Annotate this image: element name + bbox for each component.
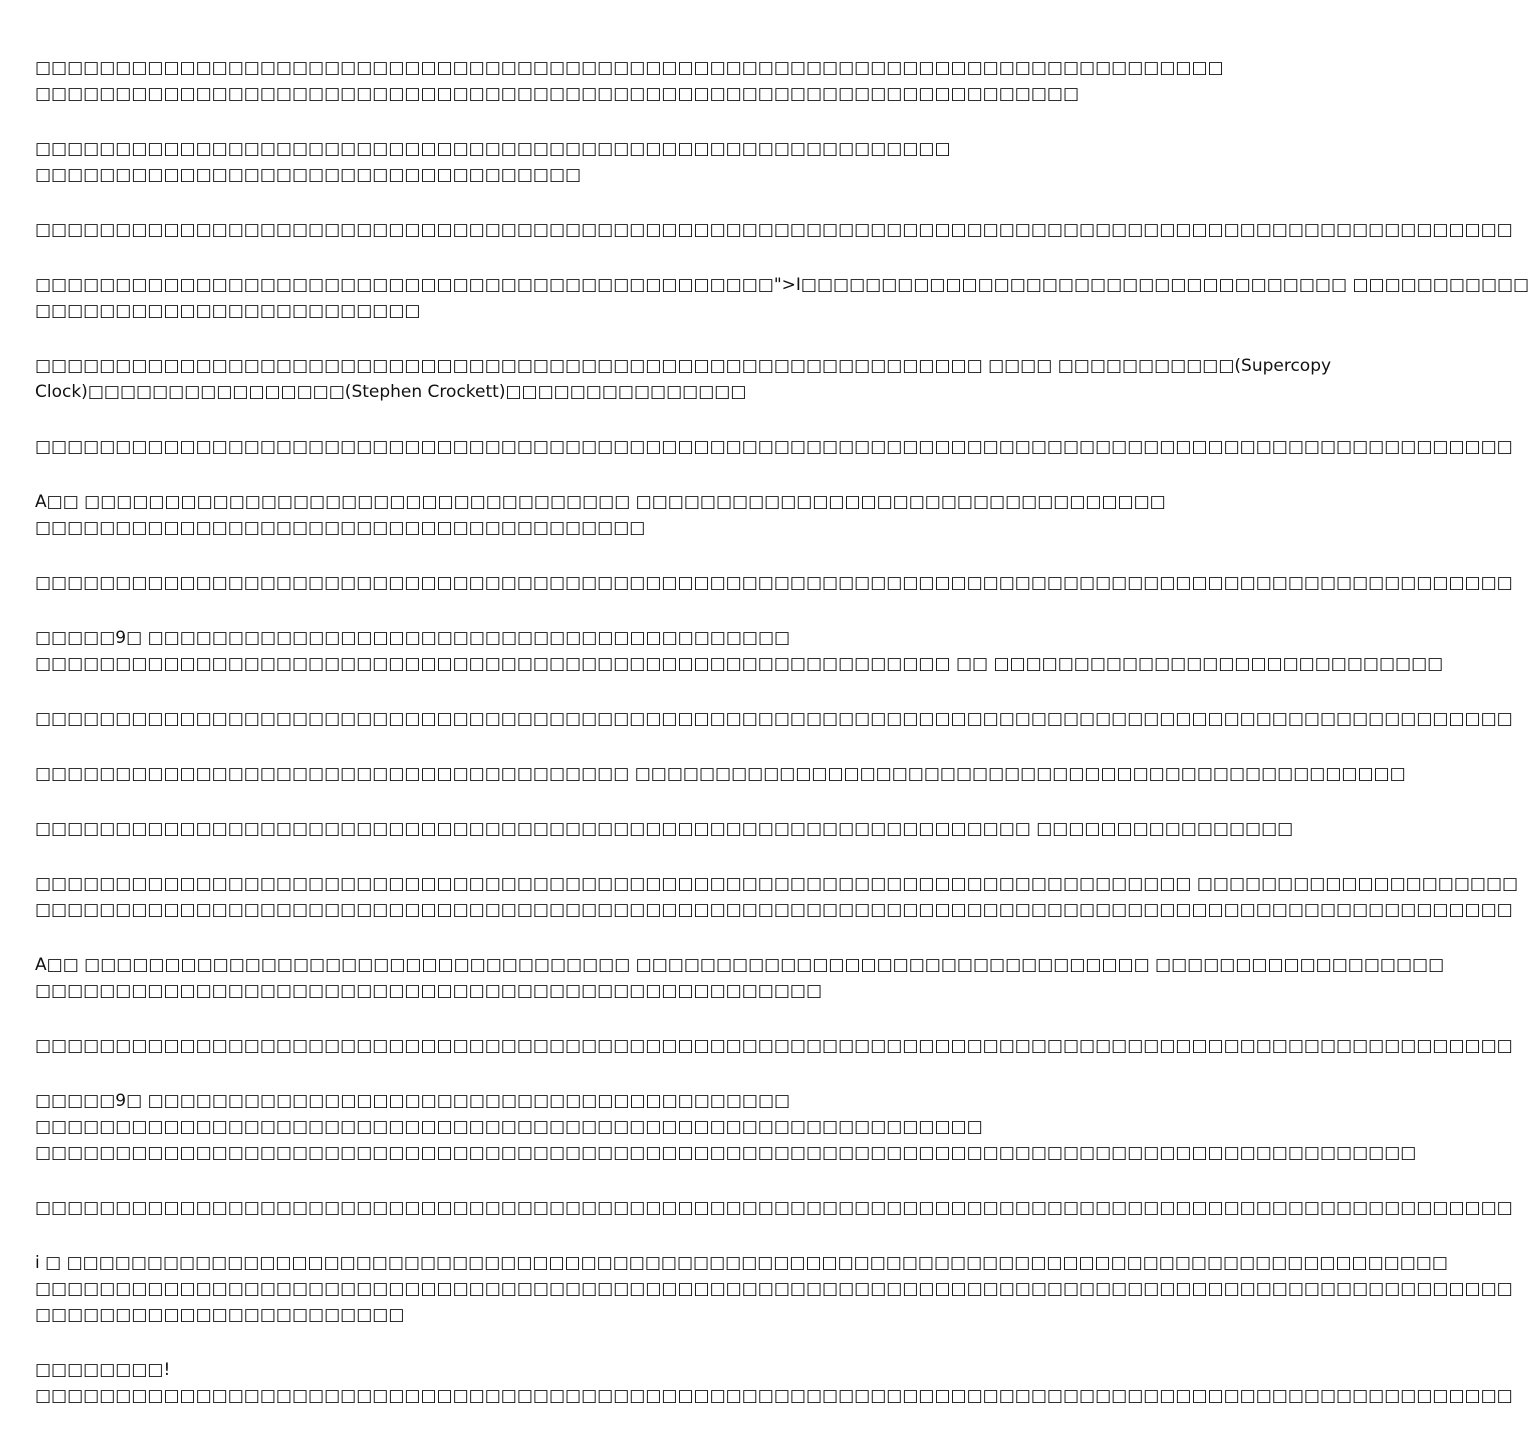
- paragraph: [35, 217, 1513, 243]
- text-line: □□□□□□□□□□□□□□□□□□□□□□□□□□□□□□□□□□□□□□□□□□□□□□□□□□□□□□□□□□□□□□□□□□□□□□□□ □□□□□□□□□□□□□□□□□□□□: [35, 874, 1519, 894]
- text-line: □□□□□□□□□□□□□□□□□□□□□□□□□□□□□□□□□□□□□□□□□□□□□□□□□□□□□□□□□□□□□□□□□□□□□□□□□□□□□□□□□□□□□□□□□□□□: [35, 437, 1513, 457]
- paragraph: [35, 353, 1332, 405]
- paragraph: [35, 1357, 1513, 1409]
- text-line: □□□□□□□□□□□□□□□□□□□□□□□□□□□□□□□□□□□□□□□□□□□□□□□□□: [35, 981, 823, 1001]
- text-line: □□□□□9□ □□□□□□□□□□□□□□□□□□□□□□□□□□□□□□□□□□□□□□□□: [35, 628, 791, 648]
- text-line: A□□ □□□□□□□□□□□□□□□□□□□□□□□□□□□□□□□□□□ □□□□□□□□□□□□□□□□□□□□□□□□□□□□□□□□ □□□□□□□□□□□□□□□□□□: [35, 955, 1445, 975]
- text-line: □□□□□□□□□□□□□□□□□□□□□□□□□□□□□□□□□□: [35, 165, 582, 185]
- paragraph: [35, 706, 1513, 732]
- text-line: A□□ □□□□□□□□□□□□□□□□□□□□□□□□□□□□□□□□□□ □□□□□□□□□□□□□□□□□□□□□□□□□□□□□□□□□: [35, 492, 1166, 512]
- text-line: □□□□□□□□□□□□□□□□□□□□□□□: [35, 1305, 405, 1325]
- text-line: □□□□□□□□□□□□□□□□□□□□□□□□□□□□□□□□□□□□□ □□□□□□□□□□□□□□□□□□□□□□□□□□□□□□□□□□□□□□□□□□□□□□□□: [35, 764, 1406, 784]
- paragraph: [35, 761, 1406, 787]
- text-line: □□□□□□□□□□□□□□□□□□□□□□□□□□□□□□□□□□□□□□□□□□□□□□□□□□□□□□□□□□□□□□□□□□□□□□□□□□□□□□□□□□□□□□□□□□□□: [35, 1279, 1513, 1299]
- text-line: □□□□□□□□□□□□□□□□□□□□□□□□□□□□□□□□□□□□□□□□□□□□□□□□□□□□□□□□□□□□□□ □□□□□□□□□□□□□□□□: [35, 819, 1294, 839]
- paragraph: [35, 55, 1224, 107]
- text-line: □□□□□□□□□□□□□□□□□□□□□□□□□□□□□□□□□□□□□□: [35, 518, 646, 538]
- text-line: □□□□□□□□□□□□□□□□□□□□□□□□□□□□□□□□□□□□□□□□□□□□□□□□□□□□□□□□□□□□□□□□□□□□□□□□□□□□□□□□□□□□□□□□□□□□: [35, 573, 1513, 593]
- text-line: □□□□□□□□□□□□□□□□□□□□□□□□□□□□□□□□□□□□□□□□□□□□□□□□□□□□□□□□□□□□□□□□□□□□□□□□□□□□□□□□□□□□□□□□□□□□: [35, 1386, 1513, 1406]
- paragraph: [35, 1088, 1417, 1166]
- text-line: □□□□□□□□□□□□□□□□□□□□□□□□□□□□□□□□□□□□□□□□□□□□□□□□□□□□□□□□□□□: [35, 1117, 983, 1137]
- paragraph: [35, 136, 989, 188]
- text-line: i □ □□□□□□□□□□□□□□□□□□□□□□□□□□□□□□□□□□□□□□□□□□□□□□□□□□□□□□□□□□□□□□□□□□□□□□□□□□□□□□□□□□□□□□: [35, 1253, 1448, 1273]
- document-body: [35, 55, 1529, 1438]
- paragraph: [35, 489, 1166, 541]
- paragraph: [35, 952, 1445, 1004]
- paragraph: [35, 272, 1529, 324]
- paragraph: [35, 871, 1519, 923]
- paragraph: [35, 1033, 1513, 1059]
- text-line: □□□□□□□□□□□□□□□□□□□□□□□□□□□□□□□□□□□□□□□□□□□□□□□□□□□□□□□□□□□□□□□□□□□□□□□□□□: [35, 58, 1224, 78]
- paragraph: [35, 570, 1513, 596]
- paragraph: [35, 1195, 1513, 1221]
- text-line: □□□□□□□□□□□□□□□□□□□□□□□□□□□□□□□□□□□□□□□□□□□□□□□□□□□□□□□□□□□ □□□□ □□□□□□□□□□□(Supercopy: [35, 356, 1332, 376]
- text-line: □□□□□9□ □□□□□□□□□□□□□□□□□□□□□□□□□□□□□□□□□□□□□□□□: [35, 1091, 791, 1111]
- text-line: Clock)□□□□□□□□□□□□□□□□(Stephen Crockett)□□□□□□□□□□□□□□□: [35, 382, 747, 402]
- text-line: □□□□□□□□□□□□□□□□□□□□□□□□□□□□□□□□□□□□□□□□□□□□□□□□□□□□□□□□□□□□□□□□□: [35, 84, 1080, 104]
- text-line: □□□□□□□□□□□□□□□□□□□□□□□□□□□□□□□□□□□□□□□□□□□□□□□□□□□□□□□□□□□□□□□□□□□□□□□□□□□□□□□□□□□□□□: [35, 1143, 1417, 1163]
- paragraph: [35, 1250, 1513, 1328]
- text-line: □□□□□□□□□□□□□□□□□□□□□□□□□□□□□□□□□□□□□□□□□□□□□□□□□□□□□□□□□: [35, 139, 951, 159]
- text-line: □□□□□□□□□□□□□□□□□□□□□□□□□□□□□□□□□□□□□□□□□□□□□□□□□□□□□□□□□□□□□□□□□□□□□□□□□□□□□□□□□□□□□□□□□□□□: [35, 1198, 1513, 1218]
- paragraph: [35, 434, 1513, 460]
- text-line: □□□□□□□□□□□□□□□□□□□□□□□□□□□□□□□□□□□□□□□□□□□□□□">I□□□□□□□□□□□□□□□□□□□□□□□□□□□□□□□□□□ □□□□□□□□□□□: [35, 275, 1529, 295]
- text-line: □□□□□□□□□□□□□□□□□□□□□□□□: [35, 301, 421, 321]
- text-line: □□□□□□□□□□□□□□□□□□□□□□□□□□□□□□□□□□□□□□□□□□□□□□□□□□□□□□□□□□□□□□□□□□□□□□□□□□□□□□□□□□□□□□□□□□□□: [35, 900, 1513, 920]
- paragraph: [35, 816, 1294, 842]
- text-line: □□□□□□□□□□□□□□□□□□□□□□□□□□□□□□□□□□□□□□□□□□□□□□□□□□□□□□□□□□□□□□□□□□□□□□□□□□□□□□□□□□□□□□□□□□□□: [35, 1036, 1513, 1056]
- paragraph: [35, 625, 1444, 677]
- text-line: □□□□□□□□□□□□□□□□□□□□□□□□□□□□□□□□□□□□□□□□□□□□□□□□□□□□□□□□□ □□ □□□□□□□□□□□□□□□□□□□□□□□□□□□□: [35, 654, 1444, 674]
- text-line: □□□□□□□□□□□□□□□□□□□□□□□□□□□□□□□□□□□□□□□□□□□□□□□□□□□□□□□□□□□□□□□□□□□□□□□□□□□□□□□□□□□□□□□□□□□□: [35, 709, 1513, 729]
- text-line: □□□□□□□□!: [35, 1360, 171, 1380]
- text-line: □□□□□□□□□□□□□□□□□□□□□□□□□□□□□□□□□□□□□□□□□□□□□□□□□□□□□□□□□□□□□□□□□□□□□□□□□□□□□□□□□□□□□□□□□□□□: [35, 220, 1513, 240]
